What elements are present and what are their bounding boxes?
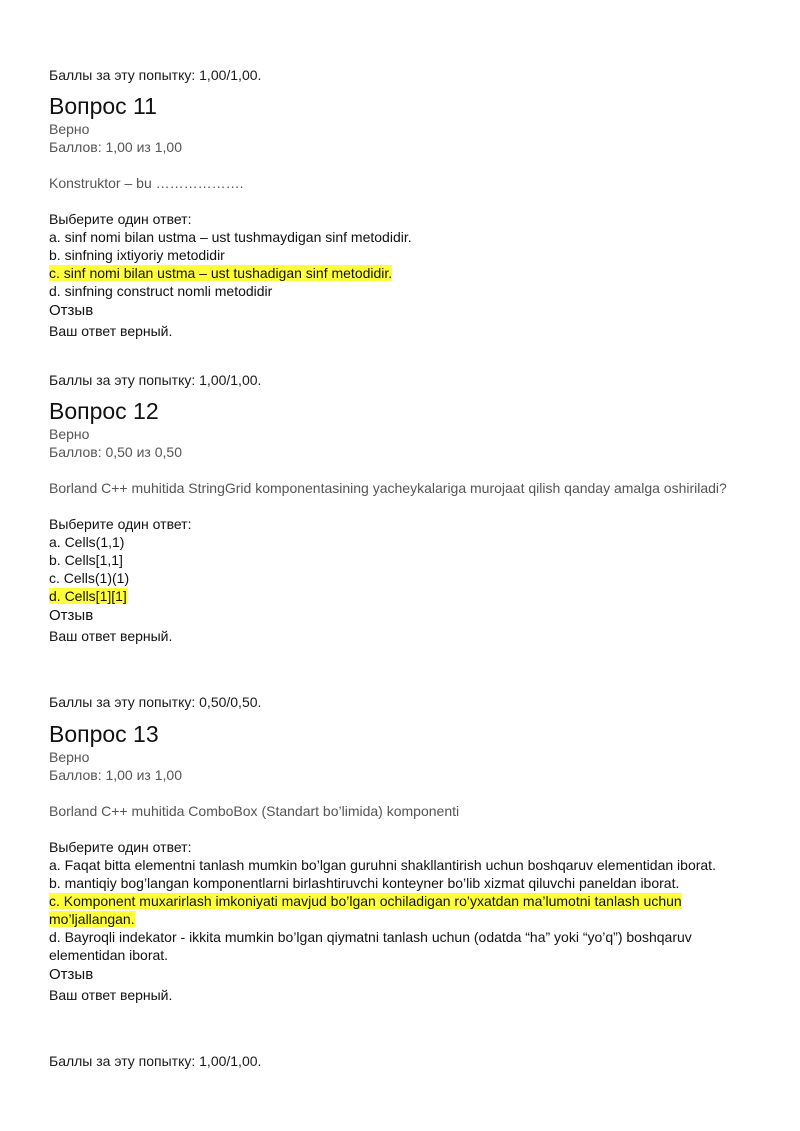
answer-option-d[interactable]	[49, 928, 719, 964]
feedback-heading: Отзыв	[49, 607, 94, 624]
question-13-attempt-score: Баллы за эту попытку: 1,00/1,00.	[49, 1053, 262, 1069]
answer-label: a. Faqat bitta elementni tanlash mumkin bo’lgan guruhni shakllantirish uchun boshqaruv elementidan iborat.	[49, 857, 716, 873]
answer-prompt: Выберите один ответ:	[49, 211, 192, 227]
answer-option-a[interactable]	[49, 533, 759, 551]
feedback-text: Ваш ответ верный.	[49, 323, 173, 339]
question-grade: Баллов: 0,50 из 0,50	[49, 444, 182, 460]
question-grade: Баллов: 1,00 из 1,00	[49, 139, 182, 155]
question-11-attempt-score: Баллы за эту попытку: 1,00/1,00.	[49, 372, 262, 388]
answer-label: d. Cells[1][1]	[49, 588, 127, 604]
answer-label: c. sinf nomi bilan ustma – ust tushadigan sinf metodidir.	[49, 265, 393, 281]
answer-label: c. Cells(1)(1)	[49, 570, 130, 586]
feedback-heading: Отзыв	[49, 302, 94, 319]
question-13	[49, 720, 759, 1004]
question-text: Borland C++ muhitida ComboBox (Standart bo’limida) komponenti	[49, 803, 460, 819]
answer-option-b[interactable]	[49, 551, 759, 569]
answer-option-d[interactable]	[49, 587, 759, 605]
answer-option-b[interactable]	[49, 874, 759, 892]
question-title: Вопрос 12	[49, 398, 159, 424]
question-11	[49, 92, 759, 340]
question-12	[49, 397, 759, 645]
answer-option-b[interactable]	[49, 246, 759, 264]
question-text: Konstruktor – bu ……………….	[49, 175, 244, 191]
feedback-text: Ваш ответ верный.	[49, 987, 173, 1003]
answer-label: a. Cells(1,1)	[49, 534, 125, 550]
question-status: Верно	[49, 749, 90, 765]
answer-label: b. mantiqiy bog’langan komponentlarni birlashtiruvchi konteyner bo’lib xizmat qiluvchi paneldan iborat.	[49, 875, 680, 891]
answer-label: a. sinf nomi bilan ustma – ust tushmaydigan sinf metodidir.	[49, 229, 412, 245]
previous-attempt-score: Баллы за эту попытку: 1,00/1,00.	[49, 67, 262, 83]
answer-label: d. sinfning construct nomli metodidir	[49, 283, 273, 299]
question-status: Верно	[49, 426, 90, 442]
question-title: Вопрос 13	[49, 721, 159, 747]
answer-prompt: Выберите один ответ:	[49, 839, 192, 855]
question-12-attempt-score: Баллы за эту попытку: 0,50/0,50.	[49, 694, 262, 710]
answer-label: b. sinfning ixtiyoriy metodidir	[49, 247, 225, 263]
answer-option-a[interactable]	[49, 856, 749, 874]
feedback-heading: Отзыв	[49, 966, 94, 983]
question-status: Верно	[49, 121, 90, 137]
answer-option-c[interactable]	[49, 264, 759, 282]
answer-option-c[interactable]	[49, 892, 759, 928]
answer-prompt: Выберите один ответ:	[49, 516, 192, 532]
feedback-text: Ваш ответ верный.	[49, 628, 173, 644]
answer-option-a[interactable]	[49, 228, 759, 246]
answer-option-c[interactable]	[49, 569, 759, 587]
answer-option-d[interactable]	[49, 282, 759, 300]
question-title: Вопрос 11	[49, 93, 157, 119]
question-grade: Баллов: 1,00 из 1,00	[49, 767, 182, 783]
answer-label: b. Cells[1,1]	[49, 552, 123, 568]
answer-label: c. Komponent muxarirlash imkoniyati mavjud bo’lgan ochiladigan ro’yxatdan ma’lumotni tanlash uchun mo’ljallangan.	[49, 893, 682, 927]
question-text: Borland C++ muhitida StringGrid komponentasining yacheykalariga murojaat qilish qanday amalga oshiriladi?	[49, 480, 727, 496]
answer-label: d. Bayroqli indekator - ikkita mumkin bo’lgan qiymatni tanlash uchun (odatda “ha” yoki “yo’q”) boshqaruv elementidan iborat.	[49, 929, 692, 963]
